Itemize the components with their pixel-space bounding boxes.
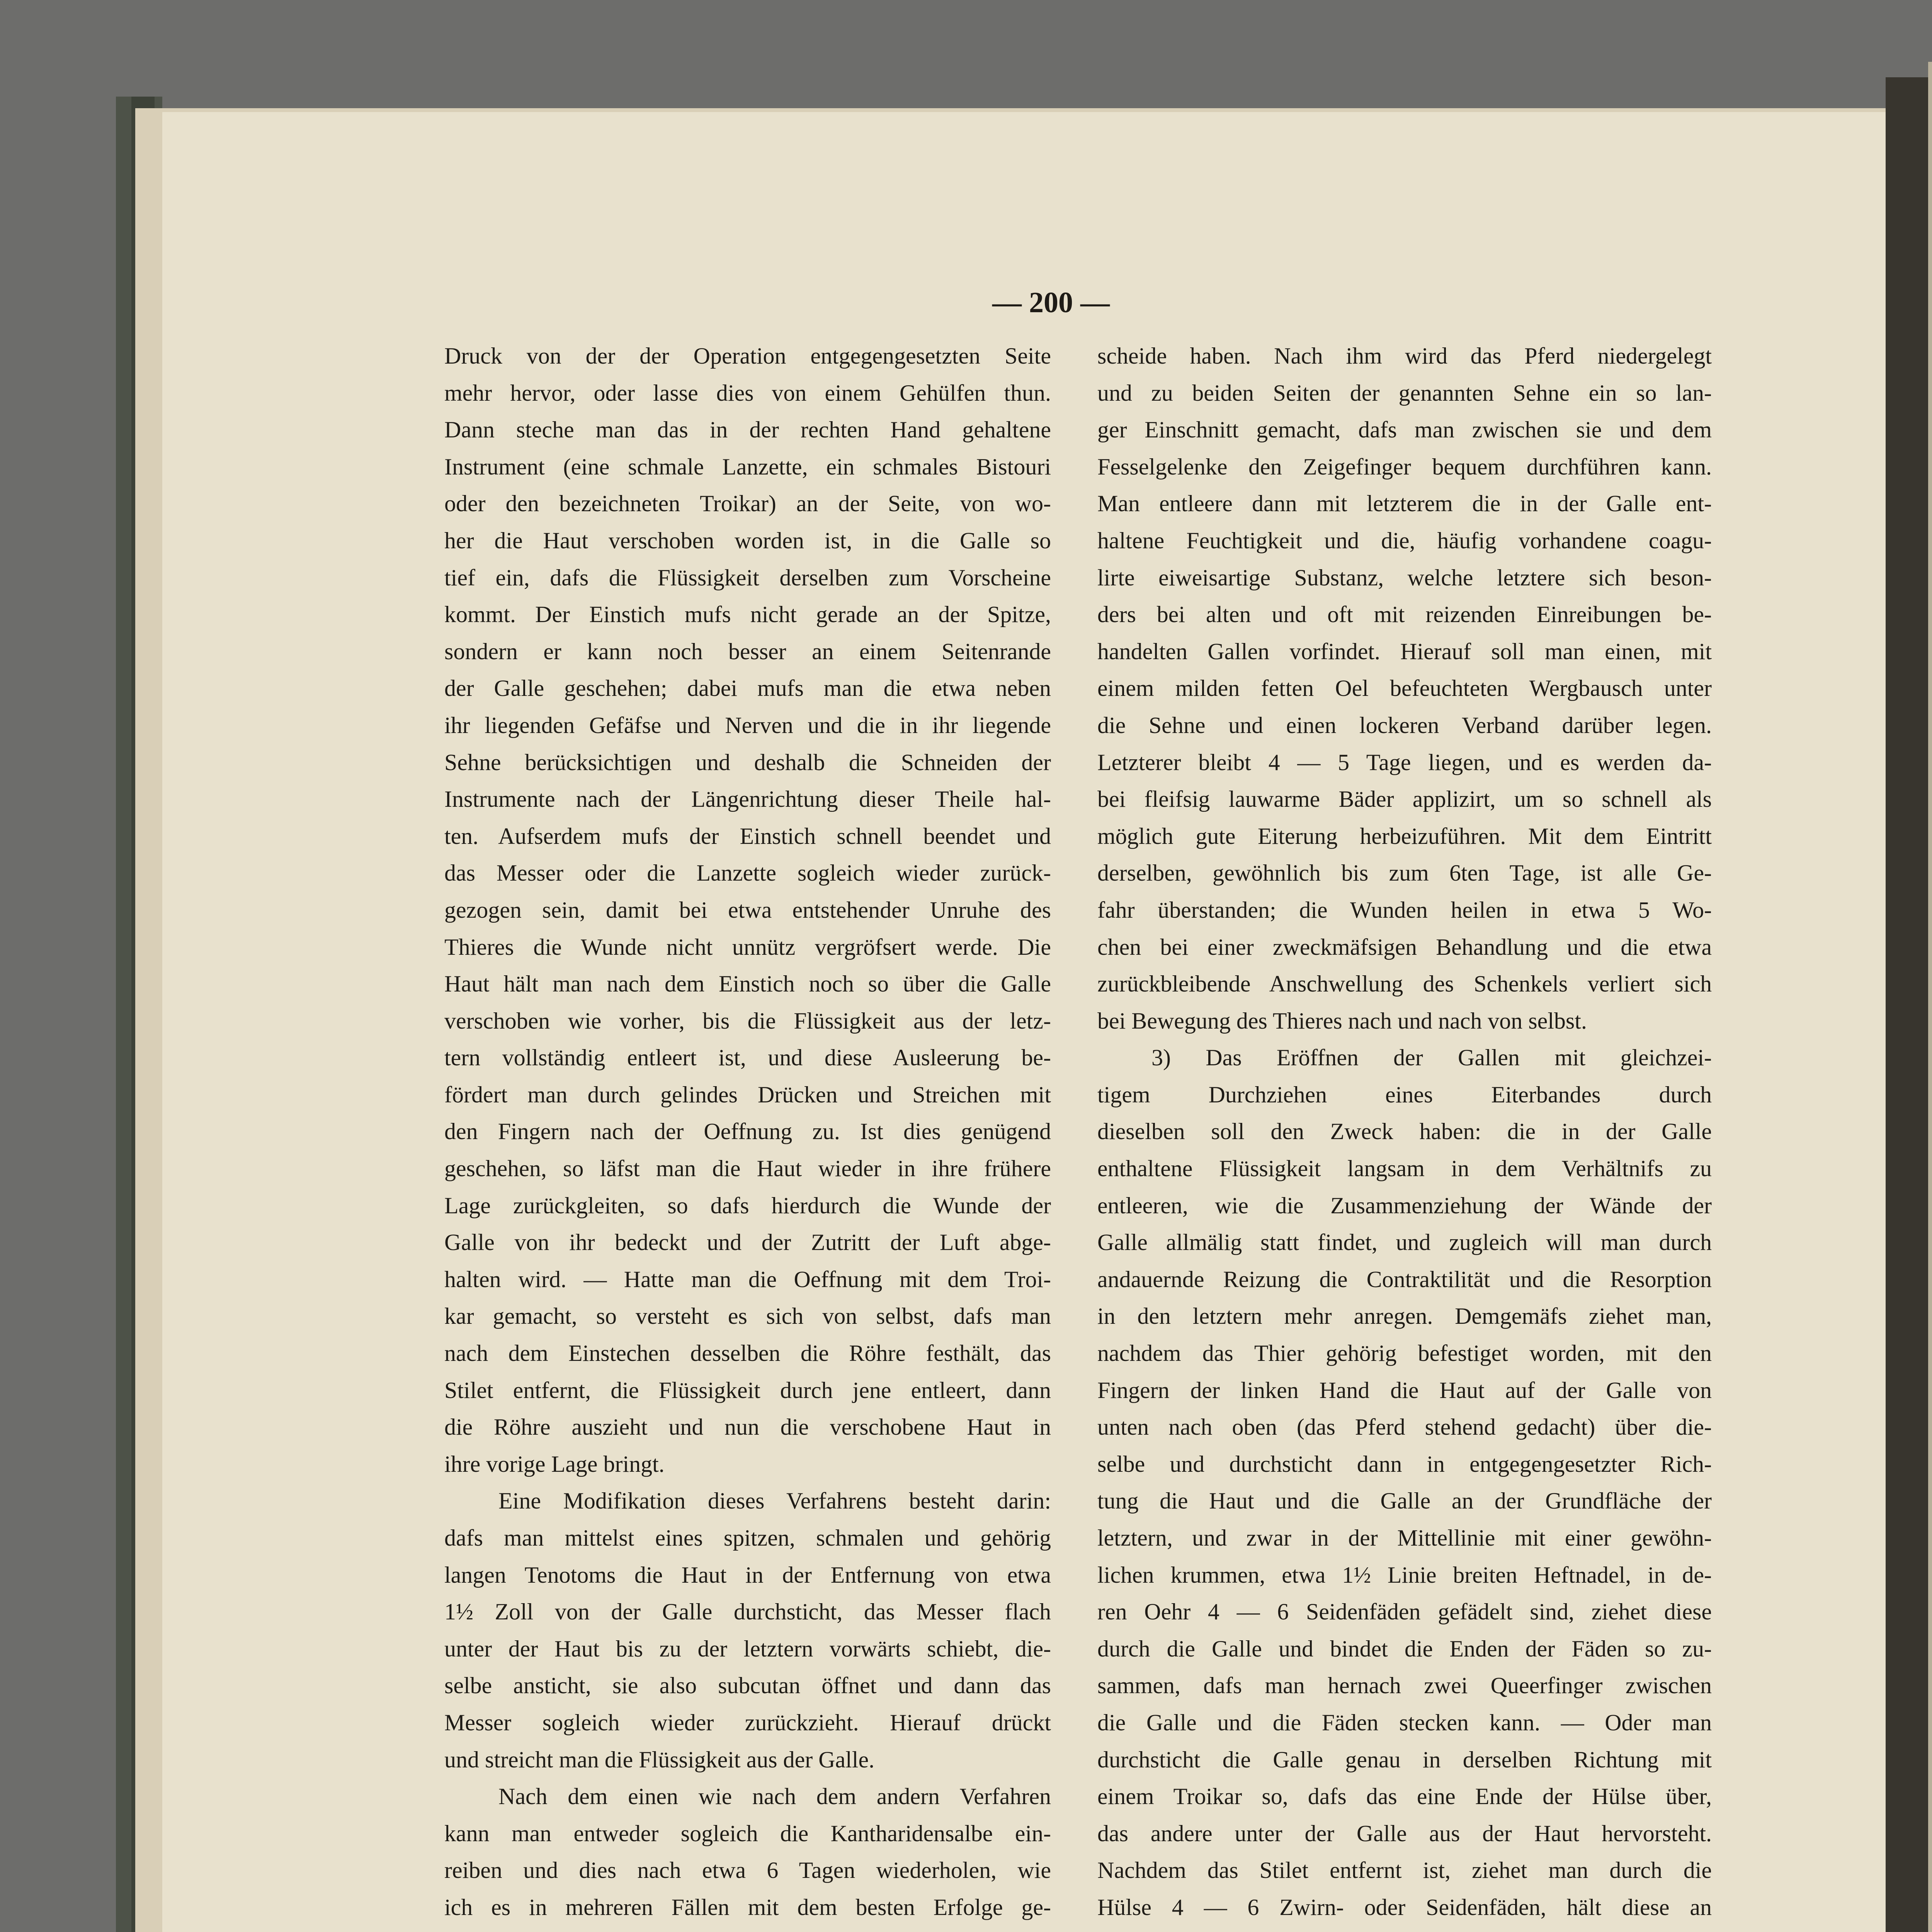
facing-page-curve-shadow (1928, 62, 1932, 1932)
text-line: Galle von ihr bedeckt und der Zutritt der Luft abge- (444, 1230, 1051, 1255)
text-line: durchsticht die Galle genau in derselben Richtung mit (1097, 1747, 1712, 1772)
text-line: den Fingern nach der Oeffnung zu. Ist dies genügend (444, 1119, 1051, 1145)
text-line: her die Haut verschoben worden ist, in die Galle so (444, 527, 1051, 553)
text-line: der Galle geschehen; dabei mufs man die etwa neben (444, 675, 1051, 701)
text-line: Instrumente nach der Längenrichtung dieser Theile hal- (444, 786, 1051, 812)
text-line: Druck von der der Operation entgegengesetzten Seite (444, 343, 1051, 369)
text-line: mehr hervor, oder lasse dies von einem Gehülfen thun. (444, 380, 1051, 406)
text-line: fördert man durch gelindes Drücken und Streichen mit (444, 1082, 1051, 1107)
text-line: unter der Haut bis zu der letztern vorwärts schiebt, die- (444, 1636, 1051, 1662)
text-line: selbe ansticht, sie also subcutan öffnet und dann das (444, 1673, 1051, 1699)
text-line: die Galle und die Fäden stecken kann. — Oder man (1097, 1709, 1712, 1735)
text-line: langen Tenotoms die Haut in der Entfernung von etwa (444, 1562, 1051, 1588)
text-line: gezogen sein, damit bei etwa entstehender Unruhe des (444, 897, 1051, 923)
text-line: kommt. Der Einstich mufs nicht gerade an der Spitze, (444, 602, 1051, 628)
text-line: Haut hält man nach dem Einstich noch so über die Galle (444, 971, 1051, 997)
text-line: tief ein, dafs die Flüssigkeit derselben zum Vorscheine (444, 565, 1051, 590)
text-line: Eine Modifikation dieses Verfahrens besteht darin: (498, 1488, 1051, 1514)
text-line: selbe und durchsticht dann in entgegengesetzter Rich- (1097, 1451, 1712, 1477)
text-line: kar gemacht, so versteht es sich von selbst, dafs man (444, 1303, 1051, 1329)
text-line: unten nach oben (das Pferd stehend gedacht) über die- (1097, 1414, 1712, 1440)
text-line: andauernde Reizung die Contraktilität und die Resorption (1097, 1266, 1712, 1292)
text-line: ger Einschnitt gemacht, dafs man zwischen sie und dem (1097, 417, 1712, 443)
text-line: derselben, gewöhnlich bis zum 6ten Tage, ist alle Ge- (1097, 860, 1712, 886)
right-text-column (1097, 338, 1712, 1932)
text-line: 1½ Zoll von der Galle durchsticht, das Messer flach (444, 1599, 1051, 1625)
text-line: entleeren, wie die Zusammenziehung der Wände der (1097, 1192, 1712, 1218)
text-line: lichen krummen, etwa 1½ Linie breiten Heftnadel, in de- (1097, 1562, 1712, 1588)
text-line: letztern, und zwar in der Mittellinie mit einer gewöhn- (1097, 1525, 1712, 1551)
text-line: ihr liegenden Gefäfse und Nerven und die in ihr liegende (444, 712, 1051, 738)
text-line: scheide haben. Nach ihm wird das Pferd niedergelegt (1097, 343, 1712, 369)
text-line: einem milden fetten Oel befeuchteten Wergbausch unter (1097, 675, 1712, 701)
text-line: handelten Gallen vorfindet. Hierauf soll man einen, mit (1097, 638, 1712, 664)
text-line: kann man entweder sogleich die Kantharidensalbe ein- (444, 1820, 1051, 1846)
text-line: ich es in mehreren Fällen mit dem besten Erfolge ge- (444, 1894, 1051, 1920)
text-line: das Messer oder die Lanzette sogleich wieder zurück- (444, 860, 1051, 886)
text-line (1097, 1926, 1712, 1932)
text-line: ren Oehr 4 — 6 Seidenfäden gefädelt sind, ziehet diese (1097, 1599, 1712, 1625)
text-line: nach dem Einstechen desselben die Röhre festhält, das (444, 1340, 1051, 1366)
text-line: Letzterer bleibt 4 — 5 Tage liegen, und es werden da- (1097, 749, 1712, 775)
text-line: ders bei alten und oft mit reizenden Einreibungen be- (1097, 602, 1712, 628)
text-line: oder den bezeichneten Troikar) an der Seite, von wo- (444, 491, 1051, 517)
text-line: einem Troikar so, dafs das eine Ende der Hülse über, (1097, 1784, 1712, 1810)
text-line: lirte eiweisartige Substanz, welche letztere sich beson- (1097, 565, 1712, 590)
text-line: Dann steche man das in der rechten Hand gehaltene (444, 417, 1051, 443)
text-line: sondern er kann noch besser an einem Seitenrande (444, 638, 1051, 664)
text-line: dafs man mittelst eines spitzen, schmalen und gehörig (444, 1525, 1051, 1551)
text-line: Nach dem einen wie nach dem andern Verfahren (498, 1784, 1051, 1810)
text-line: chen bei einer zweckmäfsigen Behandlung und die etwa (1097, 934, 1712, 960)
gutter-shadow (1886, 77, 1928, 1932)
text-line: das andere unter der Galle aus der Haut hervorsteht. (1097, 1820, 1712, 1846)
text-line: reiben und dies nach etwa 6 Tagen wiederholen, wie (444, 1857, 1051, 1883)
text-line: Messer sogleich wieder zurückzieht. Hierauf drückt (444, 1709, 1051, 1735)
text-line: halten wird. — Hatte man die Oeffnung mit dem Troi- (444, 1266, 1051, 1292)
text-line: bei fleifsig lauwarme Bäder applizirt, um so schnell als (1097, 786, 1712, 812)
text-line: Stilet entfernt, die Flüssigkeit durch jene entleert, dann (444, 1377, 1051, 1403)
text-line: dieselben soll den Zweck haben: die in der Galle (1097, 1119, 1712, 1145)
text-line: möglich gute Eiterung herbeizuführen. Mit dem Eintritt (1097, 823, 1712, 849)
text-line: bei Bewegung des Thieres nach und nach von selbst. (1097, 1008, 1587, 1034)
text-line: verschoben wie vorher, bis die Flüssigkeit aus der letz- (444, 1008, 1051, 1034)
text-line: tigem Durchziehen eines Eiterbandes durch (1097, 1082, 1712, 1107)
text-line: in den letztern mehr anregen. Demgemäfs ziehet man, (1097, 1303, 1712, 1329)
text-line (444, 1926, 1051, 1932)
text-line: durch die Galle und bindet die Enden der Fäden so zu- (1097, 1636, 1712, 1662)
text-line: nachdem das Thier gehörig befestiget worden, mit den (1097, 1340, 1712, 1366)
text-line: 3) Das Eröffnen der Gallen mit gleichzei- (1151, 1045, 1712, 1071)
text-line: Galle allmälig statt findet, und zugleich will man durch (1097, 1230, 1712, 1255)
text-line: sammen, dafs man hernach zwei Queerfinger zwischen (1097, 1673, 1712, 1699)
left-text-column (444, 338, 1051, 1932)
text-line: zurückbleibende Anschwellung des Schenkels verliert sich (1097, 971, 1712, 997)
text-line: und streicht man die Flüssigkeit aus der Galle. (444, 1747, 875, 1772)
text-line: ten. Aufserdem mufs der Einstich schnell beendet und (444, 823, 1051, 849)
text-line: Nachdem das Stilet entfernt ist, ziehet man durch die (1097, 1857, 1712, 1883)
text-line: Hülse 4 — 6 Zwirn- oder Seidenfäden, hält diese an (1097, 1894, 1712, 1920)
text-line: Fesselgelenke den Zeigefinger bequem durchführen kann. (1097, 454, 1712, 480)
text-line: fahr überstanden; die Wunden heilen in etwa 5 Wo- (1097, 897, 1712, 923)
text-line: geschehen, so läfst man die Haut wieder in ihre frühere (444, 1156, 1051, 1182)
text-line: tung die Haut und die Galle an der Grundfläche der (1097, 1488, 1712, 1514)
text-line: Sehne berücksichtigen und deshalb die Schneiden der (444, 749, 1051, 775)
text-line: Fingern der linken Hand die Haut auf der Galle von (1097, 1377, 1712, 1403)
text-line: enthaltene Flüssigkeit langsam in dem Verhältnifs zu (1097, 1156, 1712, 1182)
text-line: Thieres die Wunde nicht unnütz vergröfsert werde. Die (444, 934, 1051, 960)
text-line: haltene Feuchtigkeit und die, häufig vorhandene coagu- (1097, 527, 1712, 553)
text-line: und zu beiden Seiten der genannten Sehne ein so lan- (1097, 380, 1712, 406)
text-line: die Röhre auszieht und nun die verschobene Haut in (444, 1414, 1051, 1440)
text-line: tern vollständig entleert ist, und diese Ausleerung be- (444, 1045, 1051, 1071)
text-line: Lage zurückgleiten, so dafs hierdurch die Wunde der (444, 1192, 1051, 1218)
text-line: Instrument (eine schmale Lanzette, ein schmales Bistouri (444, 454, 1051, 480)
page-number: — 200 — (992, 286, 1110, 319)
text-line: ihre vorige Lage bringt. (444, 1451, 665, 1477)
text-line: Man entleere dann mit letzterem die in der Galle ent- (1097, 491, 1712, 517)
text-line: die Sehne und einen lockeren Verband darüber legen. (1097, 712, 1712, 738)
